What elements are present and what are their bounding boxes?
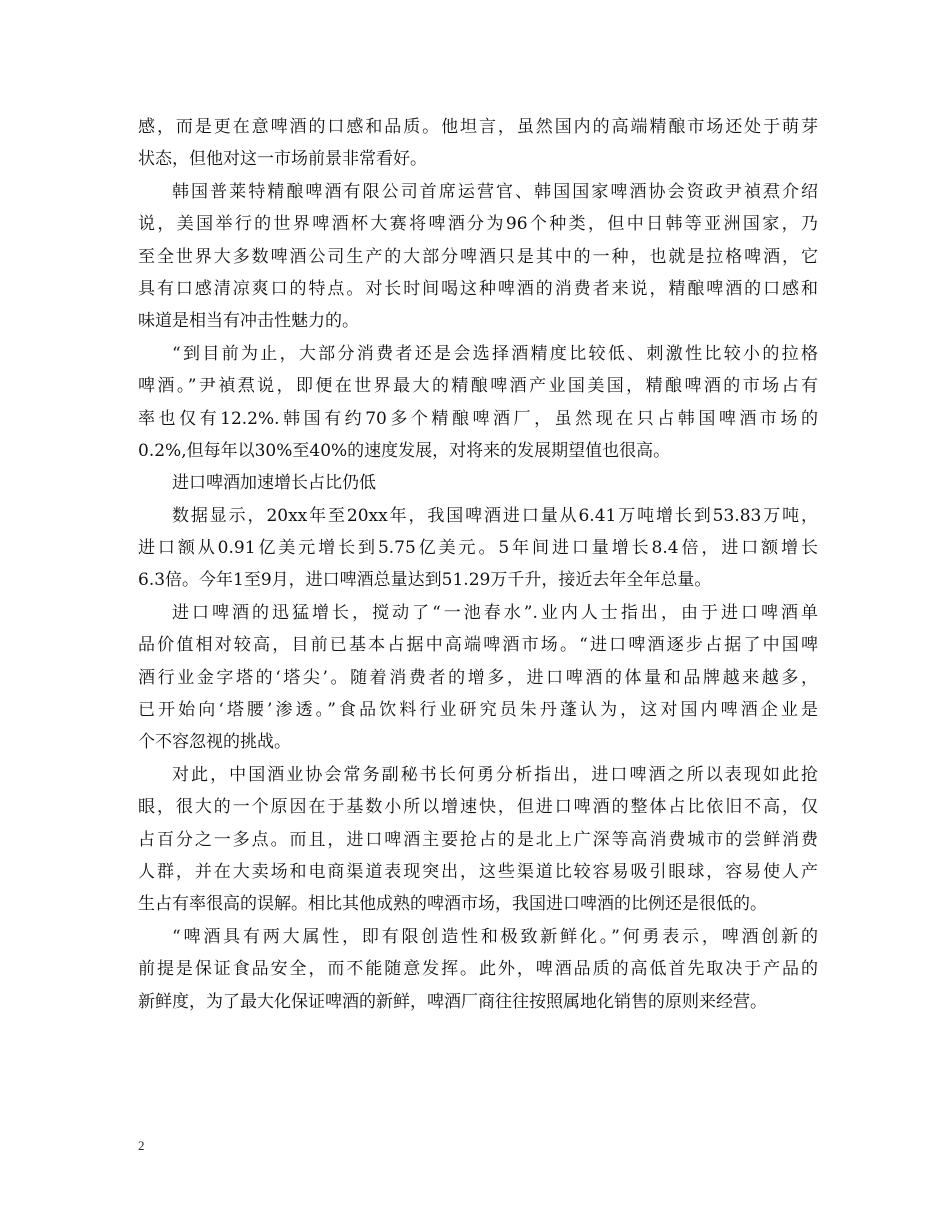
text-line: 已开始向‘塔腰’渗透。”食品饮料行业研究员朱丹蓬认为，这对国内啤酒企业是 xyxy=(138,700,818,721)
text-line: 状态，但他对这一市场前景非常看好。 xyxy=(138,149,427,170)
document-body xyxy=(138,111,818,1018)
text-line: 进口啤酒加速增长占比仍低 xyxy=(172,473,376,494)
text-line: 占百分之一多点。而且，进口啤酒主要抢占的是北上广深等高消费城市的尝鲜消费 xyxy=(138,829,818,850)
text-line: 生占有率很高的误解。相比其他成熟的啤酒市场，我国进口啤酒的比例还是很低的。 xyxy=(138,894,767,915)
text-line: 酒行业金字塔的‘塔尖’。随着消费者的增多，进口啤酒的体量和品牌越来越多， xyxy=(138,667,818,688)
text-line: 韩国普莱特精酿啤酒有限公司首席运营官、韩国国家啤酒协会资政尹禎焄介绍 xyxy=(172,181,818,202)
text-line: 啤酒。”尹禎焄说，即便在世界最大的精酿啤酒产业国美国，精酿啤酒的市场占有 xyxy=(138,376,818,397)
text-line: 率也仅有12.2%.韩国有约70多个精酿啤酒厂，虽然现在只占韩国啤酒市场的 xyxy=(138,408,818,429)
text-line: 人群，并在大卖场和电商渠道表现突出，这些渠道比较容易吸引眼球，容易使人产 xyxy=(138,861,818,882)
text-line: 说，美国举行的世界啤酒杯大赛将啤酒分为96个种类，但中日韩等亚洲国家，乃 xyxy=(138,214,818,235)
text-line: 具有口感清凉爽口的特点。对长时间喝这种啤酒的消费者来说，精酿啤酒的口感和 xyxy=(138,278,818,299)
text-line: 品价值相对较高，目前已基本占据中高端啤酒市场。“进口啤酒逐步占据了中国啤 xyxy=(138,635,818,656)
page-number: 2 xyxy=(138,1138,145,1153)
text-line: 6.3倍。今年1至9月，进口啤酒总量达到51.29万千升，接近去年全年总量。 xyxy=(138,570,712,591)
text-line: 数据显示，20xx年至20xx年，我国啤酒进口量从6.41万吨增长到53.83万吨， xyxy=(172,505,818,526)
text-line: 前提是保证食品安全，而不能随意发挥。此外，啤酒品质的高低首先取决于产品的 xyxy=(138,959,818,980)
text-line: “啤酒具有两大属性，即有限创造性和极致新鲜化。”何勇表示，啤酒创新的 xyxy=(172,926,818,947)
text-line: 新鲜度，为了最大化保证啤酒的新鲜，啤酒厂商往往按照属地化销售的原则来经营。 xyxy=(138,991,767,1012)
text-line: 进口啤酒的迅猛增长，搅动了“一池春水”.业内人士指出，由于进口啤酒单 xyxy=(172,602,818,623)
text-line: 味道是相当有冲击性魅力的。 xyxy=(138,311,359,332)
text-line: 进口额从0.91亿美元增长到5.75亿美元。5年间进口量增长8.4倍，进口额增长 xyxy=(138,538,818,559)
text-line: 至全世界大多数啤酒公司生产的大部分啤酒只是其中的一种，也就是拉格啤酒，它 xyxy=(138,246,818,267)
text-line: 个不容忽视的挑战。 xyxy=(138,732,291,753)
text-line: 感，而是更在意啤酒的口感和品质。他坦言，虽然国内的高端精酿市场还处于萌芽 xyxy=(138,117,818,137)
text-line: 对此，中国酒业协会常务副秘书长何勇分析指出，进口啤酒之所以表现如此抢 xyxy=(172,764,818,785)
text-line: 0.2%,但每年以30%至40%的速度发展，对将来的发展期望值也很高。 xyxy=(138,440,671,461)
text-line: “到目前为止，大部分消费者还是会选择酒精度比较低、刺激性比较小的拉格 xyxy=(172,343,818,364)
text-line: 眼，很大的一个原因在于基数小所以增速快，但进口啤酒的整体占比依旧不高，仅 xyxy=(138,797,818,818)
